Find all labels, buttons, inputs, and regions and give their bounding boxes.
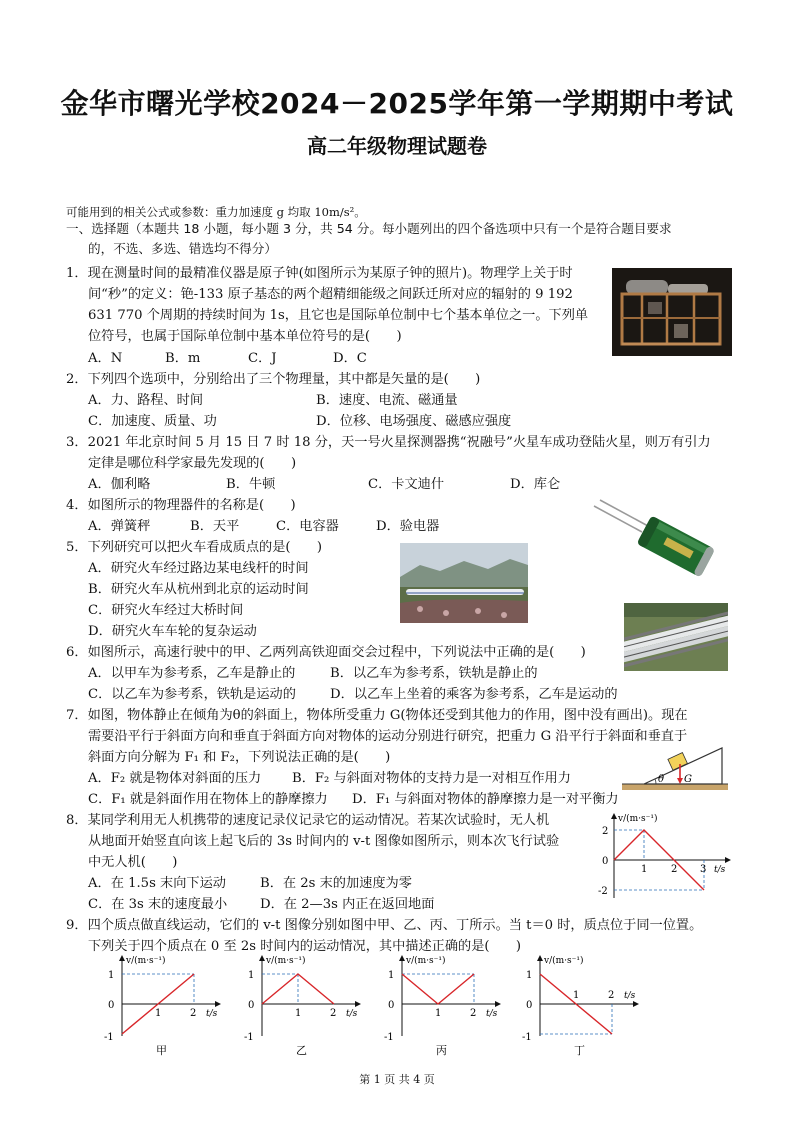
q5-option-d: D．研究火车车轮的复杂运动 (88, 624, 257, 639)
section-heading-line1: 一、选择题（本题共 18 小题，每小题 3 分，共 54 分。每小题列出的四个备选项中只有一个是符合题目要求 (66, 221, 672, 236)
capacitor-image (590, 496, 720, 580)
train-photo (400, 543, 528, 623)
q9-jia-ym1: -1 (104, 1032, 114, 1043)
q8-line3: 中无人机( ) (88, 855, 178, 870)
q7-line1: 7．如图，物体静止在倾角为θ的斜面上，物体所受重力 G(物体还受到其他力的作用，图中没有画出)。现在 (66, 708, 688, 723)
incline-diagram (622, 742, 728, 794)
q2-option-a: A．力、路程、时间 (88, 393, 204, 408)
q6-option-b: B．以乙车为参考系，铁轨是静止的 (330, 666, 538, 681)
q7-option-a: A．F₂ 就是物体对斜面的压力 (88, 771, 262, 786)
q9-ding-ylabel: v/(m·s⁻¹) (544, 956, 584, 966)
q9-ding-x1: 1 (573, 990, 580, 1001)
q9-bing-x2: 2 (470, 1008, 477, 1019)
trains-crossing-photo (624, 603, 728, 671)
q2-stem: 2．下列四个选项中，分别给出了三个物理量，其中都是矢量的是( ) (66, 372, 481, 387)
q2-option-c: C．加速度、质量、功 (88, 414, 217, 429)
q9-ding-ym1: -1 (522, 1032, 532, 1043)
q3-line1: 3．2021 年北京时间 5 月 15 日 7 时 18 分，天一号火星探测器携“祝融号”火星车成功登陆火星，则万有引力 (66, 435, 711, 450)
q8-y-bottom: -2 (598, 886, 608, 897)
q4-option-d: D．验电器 (376, 519, 440, 534)
q3-option-c: C．卡文迪什 (368, 477, 445, 492)
section-heading-line2: 的，不选、多选、错选均不得分） (88, 241, 277, 256)
q7-line2: 需要沿平行于斜面方向和垂直于斜面方向对物体的运动分别进行研究，把重力 G 沿平行于斜面和垂直于 (88, 729, 688, 744)
q3-option-d: D．库仑 (510, 477, 561, 492)
q8-xlabel: t/s (714, 865, 726, 875)
q9-yi-y0: 0 (248, 1000, 255, 1011)
q9-graph-jia (100, 952, 224, 1060)
q8-x2: 2 (671, 864, 678, 875)
fig7-theta: θ (658, 774, 665, 785)
q1-line1: 1．现在测量时间的最精准仪器是原子钟(如图所示为某原子钟的照片)。物理学上关于时 (66, 266, 573, 281)
q9-yi-ylabel: v/(m·s⁻¹) (266, 956, 306, 966)
q8-option-b: B．在 2s 末的加速度为零 (260, 876, 412, 891)
q1-option-c: C．J (248, 351, 277, 366)
q3-line2: 定律是哪位科学家最先发现的( ) (88, 456, 297, 471)
q9-bing-ym1: -1 (384, 1032, 394, 1043)
q3-option-a: A．伽利略 (88, 477, 151, 492)
q9-caption-yi: 乙 (296, 1044, 307, 1057)
q9-yi-x1: 1 (295, 1008, 302, 1019)
q8-ylabel: v/(m·s⁻¹) (618, 814, 658, 824)
q9-caption-bing: 丙 (436, 1044, 447, 1057)
q5-option-a: A．研究火车经过路边某电线杆的时间 (88, 561, 309, 576)
q9-yi-y1: 1 (248, 970, 255, 981)
q9-jia-y1: 1 (108, 970, 115, 981)
q8-option-c: C．在 3s 末的速度最小 (88, 897, 228, 912)
q9-ding-xlabel: t/s (624, 991, 636, 1001)
q9-bing-y0: 0 (388, 1000, 395, 1011)
q8-vt-graph (596, 810, 734, 902)
q9-yi-ym1: -1 (244, 1032, 254, 1043)
q9-jia-ylabel: v/(m·s⁻¹) (126, 956, 166, 966)
q5-option-c: C．研究火车经过大桥时间 (88, 603, 244, 618)
atomic-clock-photo (612, 268, 732, 356)
q6-option-d: D．以乙车上坐着的乘客为参考系，乙车是运动的 (330, 687, 618, 702)
q3-option-b: B．牛顿 (226, 477, 276, 492)
q9-bing-x1: 1 (435, 1008, 442, 1019)
q7-option-d: D．F₁ 与斜面对物体的静摩擦力是一对平衡力 (352, 792, 619, 807)
q9-ding-y1: 1 (526, 970, 533, 981)
q8-option-d: D．在 2—3s 内正在返回地面 (260, 897, 435, 912)
q9-graph-bing (380, 952, 504, 1060)
q1-option-a: A．N (88, 351, 123, 366)
q9-ding-y0: 0 (526, 1000, 533, 1011)
q7-option-c: C．F₁ 就是斜面作用在物体上的静摩擦力 (88, 792, 328, 807)
q9-bing-xlabel: t/s (486, 1009, 498, 1019)
exam-subtitle: 高二年级物理试题卷 (307, 134, 487, 158)
q8-line1: 8．某同学利用无人机携带的速度记录仪记录它的运动情况。若某次试验时，无人机 (66, 813, 550, 828)
q9-yi-xlabel: t/s (346, 1009, 358, 1019)
q9-ding-x2: 2 (608, 990, 615, 1001)
q9-yi-x2: 2 (330, 1008, 337, 1019)
q8-option-a: A．在 1.5s 末向下运动 (88, 876, 226, 891)
q8-y-zero: 0 (602, 856, 609, 867)
q9-bing-y1: 1 (388, 970, 395, 981)
q8-line2: 从地面开始竖直向该上起飞后的 3s 时间内的 v-t 图像如图所示，则本次飞行试验 (88, 834, 560, 849)
q9-graph-yi (240, 952, 364, 1060)
q6-stem: 6．如图所示，高速行驶中的甲、乙两列高铁迎面交会过程中，下列说法中正确的是( ) (66, 645, 586, 660)
q8-y-top: 2 (602, 826, 609, 837)
q1-line3: 631 770 个周期的持续时间为 1s，且它也是国际单位制中七个基本单位之一。下列单 (88, 308, 589, 323)
exam-title: 金华市曙光学校2024－2025学年第一学期期中考试 (60, 87, 734, 120)
q9-jia-x2: 2 (190, 1008, 197, 1019)
q1-line2: 间“秒”的定义：铯-133 原子基态的两个超精细能级之间跃迁所对应的辐射的 9 192 (88, 287, 573, 302)
q8-x1: 1 (641, 864, 648, 875)
q9-graph-ding (518, 952, 642, 1060)
q9-line1: 9．四个质点做直线运动，它们的 v-t 图像分别如图中甲、乙、丙、丁所示。当 t＝0 时，质点位于同一位置。 (66, 918, 703, 933)
q6-option-a: A．以甲车为参考系，乙车是静止的 (88, 666, 296, 681)
q1-option-b: B．m (165, 351, 201, 366)
q1-option-d: D．C (333, 351, 367, 366)
q9-bing-ylabel: v/(m·s⁻¹) (406, 956, 446, 966)
q2-option-b: B．速度、电流、磁通量 (316, 393, 458, 408)
q9-jia-x1: 1 (155, 1008, 162, 1019)
q4-option-b: B．天平 (190, 519, 240, 534)
q9-line2: 下列关于四个质点在 0 至 2s 时间内的运动情况，其中描述正确的是( ) (88, 939, 522, 954)
q7-line3: 斜面方向分解为 F₁ 和 F₂，下列说法正确的是( ) (88, 750, 391, 765)
q9-caption-ding: 丁 (574, 1044, 585, 1057)
q1-line4: 位符号，也属于国际单位制中基本单位符号的是( ) (88, 329, 402, 344)
q4-option-a: A．弹簧秤 (88, 519, 151, 534)
q4-stem: 4．如图所示的物理器件的名称是( ) (66, 498, 296, 513)
q5-option-b: B．研究火车从杭州到北京的运动时间 (88, 582, 309, 597)
q9-jia-xlabel: t/s (206, 1009, 218, 1019)
q6-option-c: C．以乙车为参考系，铁轨是运动的 (88, 687, 296, 702)
q8-x3: 3 (700, 864, 707, 875)
page-footer: 第 1 页 共 4 页 (359, 1073, 435, 1086)
fig7-g: G (684, 774, 692, 785)
formula-note: 可能用到的相关公式或参数：重力加速度 g 均取 10m/s²。 (66, 205, 366, 219)
q9-jia-y0: 0 (108, 1000, 115, 1011)
q5-stem: 5．下列研究可以把火车看成质点的是( ) (66, 540, 323, 555)
q7-option-b: B．F₂ 与斜面对物体的支持力是一对相互作用力 (292, 771, 571, 786)
q2-option-d: D．位移、电场强度、磁感应强度 (316, 414, 512, 429)
q4-option-c: C．电容器 (276, 519, 339, 534)
q9-caption-jia: 甲 (156, 1044, 167, 1057)
